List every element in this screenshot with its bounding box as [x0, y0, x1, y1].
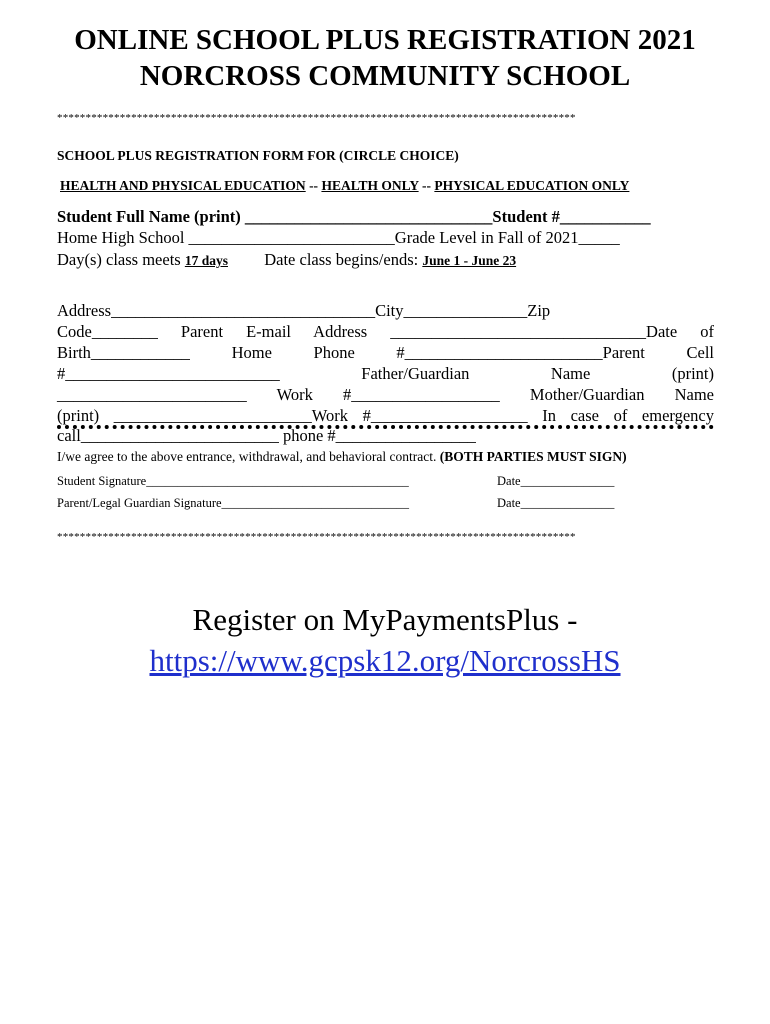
- choice-separator: --: [418, 178, 435, 193]
- emergency-phone-line[interactable]: call________________________ phone #_________________: [57, 426, 476, 445]
- register-link[interactable]: https://www.gcpsk12.org/NorcrossHS: [149, 643, 621, 678]
- address-line[interactable]: Address________________________________City_______________Zip: [57, 301, 551, 320]
- parent-date-field[interactable]: Date_______________: [497, 496, 615, 510]
- student-signature-field[interactable]: Student Signature__________________________________________: [57, 474, 409, 488]
- student-name-line[interactable]: Student Full Name (print) ______________________________Student #___________: [57, 207, 651, 226]
- choice-pe-only[interactable]: PHYSICAL EDUCATION ONLY: [434, 178, 630, 193]
- agreement-statement: [57, 449, 627, 465]
- agreement-text: I/we agree to the above entrance, withdrawal, and behavioral contract.: [57, 449, 440, 464]
- choice-health-only[interactable]: HEALTH ONLY: [321, 178, 419, 193]
- separator-bottom: *******************************************************************************************: [57, 531, 576, 543]
- schedule-line: [57, 250, 516, 270]
- school-name: NORCROSS COMMUNITY SCHOOL: [139, 60, 631, 92]
- phone-line[interactable]: Birth____________ Home Phone #________________________Parent Cell: [57, 343, 714, 362]
- father-line[interactable]: #__________________________ Father/Guardian Name (print): [57, 364, 714, 383]
- days-value: 17 days: [184, 253, 228, 268]
- student-date-field[interactable]: Date_______________: [497, 474, 615, 488]
- form-for-label: SCHOOL PLUS REGISTRATION FORM FOR (CIRCLE CHOICE): [57, 148, 459, 163]
- home-school-line[interactable]: Home High School _________________________Grade Level in Fall of 2021_____: [57, 228, 620, 247]
- dates-label: Date class begins/ends:: [264, 250, 419, 269]
- choice-separator: --: [305, 178, 322, 193]
- emergency-line[interactable]: (print) ________________________Work #___________________ In case of emergency: [57, 406, 714, 425]
- dates-value: June 1 - June 23: [422, 253, 517, 268]
- parent-signature-field[interactable]: Parent/Legal Guardian Signature______________________________: [57, 496, 410, 510]
- email-line[interactable]: Code________ Parent E-mail Address _______________________________Date of: [57, 322, 714, 341]
- form-title: ONLINE SCHOOL PLUS REGISTRATION 2021: [74, 24, 696, 56]
- both-parties-notice: (BOTH PARTIES MUST SIGN): [439, 449, 627, 464]
- dotted-divider: [57, 425, 714, 429]
- register-instruction: Register on MyPaymentsPlus -: [192, 602, 578, 637]
- mother-line[interactable]: _______________________ Work #__________________ Mother/Guardian Name: [57, 385, 714, 404]
- program-choices: [60, 178, 629, 194]
- separator-top: *******************************************************************************************: [57, 112, 576, 124]
- days-label: Day(s) class meets: [57, 250, 181, 269]
- choice-health-and-pe[interactable]: HEALTH AND PHYSICAL EDUCATION: [60, 178, 306, 193]
